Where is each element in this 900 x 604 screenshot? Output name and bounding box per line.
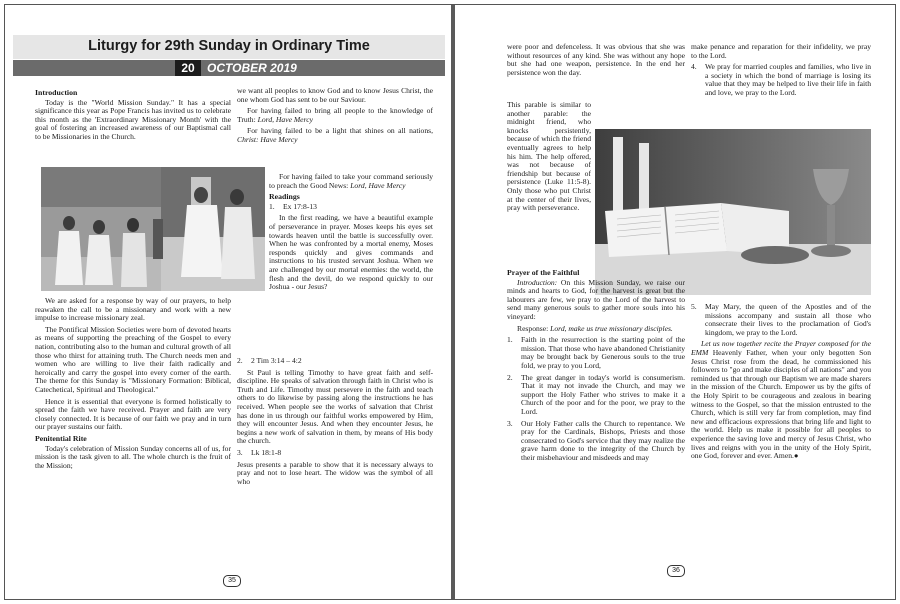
- paragraph-widow: were poor and defenceless. It was obvious that she was without resources of any kind. She was without any hope but she had one weapon, persistence. In the end her persistence won the day.: [507, 43, 685, 77]
- intercession-5: [691, 303, 871, 337]
- reading-1: [269, 203, 433, 212]
- left-column-1: [35, 87, 231, 162]
- pof-response-label: Response:: [517, 323, 549, 333]
- intercession-2-number: 2.: [507, 372, 513, 382]
- date-number: 20: [175, 60, 201, 76]
- intercession-5-text: May Mary, the queen of the Apostles and of the missions accompany and sustain all those who consecrate their lives to the proclamation of God's kingdom, we pray to the Lord.: [705, 303, 871, 337]
- prayer-faithful-heading: Prayer of the Faithful: [507, 268, 580, 277]
- page-title: Liturgy for 29th Sunday in Ordinary Time: [88, 38, 370, 54]
- pof-intro-label: Introduction:: [517, 277, 558, 287]
- right-page: [455, 5, 895, 599]
- right-column-1-wrap: [507, 101, 591, 263]
- intro-heading: Introduction: [35, 88, 78, 97]
- kyrie-1: [237, 107, 433, 124]
- reading-3-text: Jesus presents a parable to show that it is necessary always to pray and not to lose heart. The widow was the symbol of all who: [237, 459, 433, 486]
- intercession-4-text: We pray for married couples and families, who live in a society in which the bond of marriage is losing its value that they may be helped to live their life in faith and love, we pray to the Lord.: [705, 62, 871, 97]
- kyrie-2-lead: For having failed to be a light that shines on all nations,: [247, 126, 433, 136]
- reading-3-number: 3.: [237, 447, 243, 457]
- intro-paragraph: Today is the "World Mission Sunday." It has a special significance this year as Pope Francis has invited us to celebrate this month as the 'Extraordinary Missionary Month' with the goal of fostering an increased awareness of our Baptismal call to be Missionaries in the Church.: [35, 97, 231, 141]
- paragraph-mission-sunday: Today's celebration of Mission Sunday concerns all of us, for mission is the task given to all. The whole church is the fruit of the Mission;: [35, 443, 231, 470]
- kyrie-1-lead: For having failed to bring all people to the knowledge of Truth:: [237, 106, 433, 124]
- kyrie-3: [269, 173, 433, 190]
- reading-2-ref: 2 Tim 3:14 – 4:2: [251, 357, 302, 365]
- paragraph-pontifical: The Pontifical Mission Societies were born of devoted hearts as means of supporting the preaching of the Gospel to every nation, contributing also to the human and cultural growth of all those who thirst for attaining truth. The Church needs men and women who are willing to live their faith radically and heroically and carry the gospel into every corner of the earth. The theme for this Sunday is "Missionary Formation: Biblical, Catechetical, Spiritual and Theological.": [35, 324, 231, 394]
- title-bar: [13, 35, 445, 59]
- reading-2-text: St Paul is telling Timothy to have great faith and self-discipline. He speaks of salvation through faith in Christ who is Truth and Life. Timothy must persevere in the faith and teach others to do likewise by passing along the instructions he has received. When people see the works of salvation that Christ has done in us through our faithful works empowered by Him, they will encounter Jesus. And when they encounter Jesus, he begins a new work of salvation in them, by means of His body the church.: [237, 367, 433, 446]
- kyrie-3-response: Lord, Have Mercy: [350, 180, 406, 190]
- paragraph-saviour: we want all peoples to know God and to know Jesus Christ, the one whom God has sent to be our Saviour.: [237, 87, 433, 104]
- right-page-number: 36: [667, 565, 685, 577]
- reading-1-text: In the first reading, we have a beautiful example of perseverance in prayer. Moses keeps his eyes set towards heaven until the battle is successfully over. When he was confronted by a mortal enemy, Moses responds quickly and gives commands and instructions to his trusted servant Joshua. When we are challenged by our mortal enemies: the world, the flesh and the devil, do we respond quickly to our Joshua - our Jesus?: [269, 213, 433, 292]
- intercession-1-number: 1.: [507, 335, 513, 345]
- left-column-2-wrap: [269, 173, 433, 301]
- left-column-2-top: [237, 87, 433, 171]
- intercession-3-text: Our Holy Father calls the Church to repentance. We pray for the Cardinals, Bishops, Priests and those consecrated to God's service that they may realize the grave harm done to the integrity of the Church by their misbehaviour and misdeeds and may: [521, 418, 685, 462]
- paragraph-faith: Hence it is essential that everyone is formed holistically to spread the faith we have received. Prayer and faith are very closely connected. It is because of our faith we pray and in turn our prayer sustains our faith.: [35, 396, 231, 432]
- left-page: [5, 5, 451, 599]
- reading-3-ref: Lk 18:1-8: [251, 447, 282, 457]
- right-column-1-lower: [507, 267, 685, 567]
- intercession-2: [507, 374, 685, 417]
- left-column-2-lower: [237, 357, 433, 567]
- reading-2: [237, 357, 433, 366]
- end-mark: ●: [793, 451, 799, 461]
- penitential-heading: Penitential Rite: [35, 433, 87, 443]
- date-bar: [13, 60, 445, 76]
- right-column-2-lower: [691, 303, 871, 567]
- procession-photo-image: [41, 167, 265, 291]
- pof-response: [507, 325, 685, 334]
- pof-intro-text: On this Mission Sunday, we raise our minds and hearts to God, for the harvest is great but the labourers are few, we pray to the Lord of the harvest to send many generous souls to gather more souls into his vineyard:: [507, 277, 685, 321]
- reading-1-number: 1.: [269, 201, 275, 211]
- closing-prayer-lead: Let us now together recite the Prayer composed for the EMM: [691, 339, 871, 357]
- reading-3: [237, 449, 433, 458]
- pof-intro: [507, 279, 685, 322]
- intercession-4: [691, 63, 871, 97]
- procession-photo: [41, 167, 265, 291]
- intercession-4-number: 4.: [691, 62, 697, 72]
- intercession-1: [507, 336, 685, 370]
- date-month: OCTOBER 2019: [207, 61, 297, 75]
- intercession-5-number: 5.: [691, 303, 697, 311]
- paragraph-penance: make penance and reparation for their infidelity, we pray to the Lord.: [691, 43, 871, 60]
- kyrie-2: [237, 127, 433, 144]
- right-column-2-top: [691, 43, 871, 125]
- intercession-1-text: Faith in the resurrection is the starting point of the mission. That those who have abandoned Christianity may be brought back by Generous souls to the true fold, we pray to you Lord,: [521, 335, 685, 370]
- intercession-3: [507, 420, 685, 463]
- left-page-number: 35: [223, 575, 241, 587]
- readings-heading: Readings: [269, 192, 300, 202]
- closing-prayer-text: Heavenly Father, when your only begotten Son Jesus Christ rose from the dead, he commissioned his followers to "go and make disciples of all nations" and you reminded us that through our Baptism we are made sharers in the mission of the Church. Empower us by the gifts of the Holy Spirit to be courageous and zealous in bearing witness to the Gospel, so that the mission entrusted to the Church, which is still very far from completion, may find new and efficacious expressions that bring life and light to the world. Help us make it possible for all peoples to experience the saving love and mercy of Jesus Christ, who lives and reigns with you in the unity of the Holy Spirit, one God, forever and ever. Amen.: [691, 347, 871, 461]
- kyrie-2-response: Christ: Have Mercy: [237, 134, 298, 144]
- kyrie-1-response: Lord, Have Mercy: [257, 114, 313, 124]
- left-column-1-lower: [35, 297, 231, 563]
- reading-2-number: 2.: [237, 357, 243, 365]
- pof-response-text: Lord, make us true missionary disciples.: [550, 323, 673, 333]
- paragraph-midnight-friend: This parable is similar to another parable: the midnight friend, who knocks persistently, because of which the friend eventually agrees to help his him. The help offered, was not because of friendship but because of persistence (Luke 11:5-8). Only those who put Christ at the center of their lives, pray with perseverance.: [507, 101, 591, 213]
- closing-prayer: [691, 340, 871, 460]
- magazine-spread: [4, 4, 896, 600]
- kyrie-3-lead: For having failed to take your command seriously to preach the Good News:: [269, 173, 433, 190]
- intercession-3-number: 3.: [507, 418, 513, 428]
- reading-1-ref: Ex 17:8-13: [283, 201, 317, 211]
- intercession-2-text: The great danger in today's world is consumerism. That it may not invade the Church, and may we support the Holy Father who strives to make it a Church of the poor and for the poor, we pray to the Lord.: [521, 372, 685, 416]
- paragraph-prayers: We are asked for a response by way of our prayers, to help reawaken the call to be a missionary and work with a new impulse to increase missionary zeal.: [35, 297, 231, 323]
